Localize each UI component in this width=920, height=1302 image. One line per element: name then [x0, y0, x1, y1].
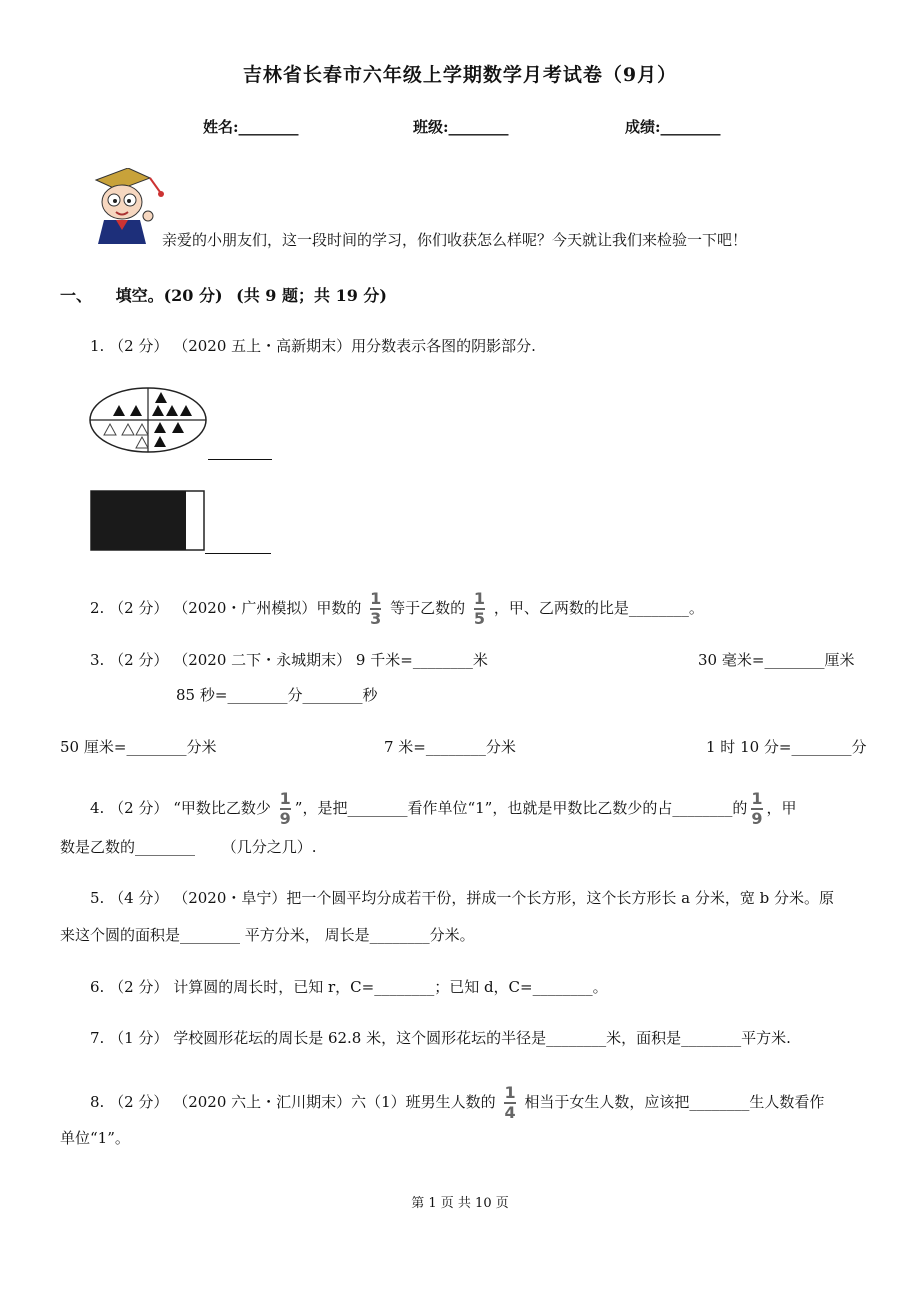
answer-blank[interactable]: ________: [425, 738, 486, 756]
question-text: （2020 五上・高新期末）用分数表示各图的阴影部分.: [173, 337, 536, 355]
question-3-f: [706, 736, 867, 757]
text-segment: 生人数看作: [749, 1093, 825, 1111]
question-3-b: [698, 649, 854, 670]
fraction-1-9: [751, 791, 762, 827]
question-number: 3.: [90, 651, 105, 669]
answer-blank[interactable]: ________: [791, 738, 852, 756]
question-3-c: [176, 684, 377, 705]
class-field: [413, 116, 509, 137]
fraction-1-4: [504, 1085, 515, 1121]
text-segment: （几分之几）.: [221, 838, 317, 856]
numerator: 1: [473, 589, 486, 608]
text-segment: 分米: [485, 738, 516, 756]
answer-blank[interactable]: ________: [302, 686, 363, 704]
question-number: 5.: [90, 889, 105, 907]
answer-blank[interactable]: ________: [412, 651, 473, 669]
question-number: 8.: [90, 1093, 105, 1111]
text-segment: ，甲: [766, 799, 797, 817]
denominator: 9: [751, 809, 763, 828]
text-segment: 30 毫米=: [698, 651, 765, 669]
question-3: [90, 649, 488, 670]
denominator: 4: [504, 1103, 516, 1122]
text-segment: 秒: [362, 686, 378, 704]
text-segment: 9 千米=: [355, 651, 413, 669]
text-segment: 分: [287, 686, 303, 704]
answer-blank[interactable]: ________: [347, 799, 408, 817]
text-segment: 1 时 10 分=: [706, 738, 792, 756]
text-segment: 分米: [186, 738, 217, 756]
text-segment: 学校圆形花坛的周长是 62.8 米，这个圆形花坛的半径是: [173, 1029, 547, 1047]
triangles-oval-figure: [88, 385, 212, 455]
question-score: （2 分）: [109, 1093, 169, 1111]
numerator: 1: [370, 589, 382, 608]
answer-blank[interactable]: ________: [764, 651, 825, 669]
question-number: 6.: [90, 978, 105, 996]
text-segment: 分: [851, 738, 867, 756]
question-score: （1 分）: [109, 1029, 169, 1047]
text-segment: 7 米=: [384, 738, 426, 756]
text-segment: 相当于女生人数，应该把: [524, 1093, 690, 1111]
text-segment: 分米。: [429, 926, 475, 944]
question-3-d: [60, 736, 216, 757]
question-number: 4.: [90, 799, 105, 817]
fraction-1-5: [474, 591, 485, 627]
question-5: [90, 887, 834, 908]
text-segment: 数是乙数的: [60, 838, 136, 856]
text-segment: “甲数比乙数少: [173, 799, 271, 817]
denominator: 9: [279, 809, 291, 828]
answer-blank[interactable]: ________: [628, 599, 689, 617]
answer-blank[interactable]: ________: [672, 799, 733, 817]
text-segment: 计算圆的周长时，已知 r，C=: [173, 978, 375, 996]
shaded-rectangle-figure: [90, 490, 206, 552]
name-field: [203, 116, 299, 137]
text-segment: 来这个圆的面积是: [60, 926, 181, 944]
question-score: （2 分）: [109, 651, 169, 669]
question-7: [90, 1027, 791, 1048]
answer-blank[interactable]: ________: [135, 838, 196, 856]
answer-blank[interactable]: ________: [227, 686, 288, 704]
question-score: （2 分）: [109, 337, 169, 355]
text-segment: ”，是把: [294, 799, 348, 817]
section-title: 填空。(20 分): [115, 286, 223, 305]
question-source: （2020・广州模拟）: [173, 599, 317, 617]
class-label: 班级:: [413, 118, 449, 136]
section-heading: [60, 283, 387, 306]
question-4: [90, 788, 797, 828]
question-8-line2: [60, 1127, 130, 1148]
score-label: 成绩:: [625, 118, 661, 136]
mascot-doctor-icon: [88, 168, 168, 246]
intro-text: 亲爱的小朋友们，这一段时间的学习，你们收获怎么样呢？今天就让我们来检验一下吧！: [162, 231, 748, 249]
text-segment: 85 秒=: [176, 686, 228, 704]
answer-blank[interactable]: ________: [681, 1029, 742, 1047]
answer-blank[interactable]: ________: [369, 926, 430, 944]
answer-blank[interactable]: ________: [546, 1029, 607, 1047]
answer-blank-1b[interactable]: [205, 539, 271, 554]
score-field: [625, 116, 721, 137]
question-score: （2 分）: [109, 599, 169, 617]
section-meta: (共 9 题；共 19 分): [236, 286, 387, 305]
question-number: 7.: [90, 1029, 105, 1047]
question-3-e: [384, 736, 516, 757]
numerator: 1: [751, 789, 763, 808]
text-segment: 平方分米， 周长是: [244, 926, 370, 944]
question-number: 2.: [90, 599, 105, 617]
fraction-1-3: [370, 591, 381, 627]
text-segment: ；已知 d，C=: [434, 978, 533, 996]
answer-blank[interactable]: ________: [689, 1093, 750, 1111]
question-1: [90, 335, 536, 356]
text-segment: 的: [732, 799, 748, 817]
text-segment: 。: [688, 599, 704, 617]
answer-blank[interactable]: ________: [126, 738, 187, 756]
section-number: 一、: [60, 286, 93, 305]
score-blank[interactable]: ________: [660, 118, 721, 136]
text-segment: 厘米: [824, 651, 855, 669]
text-segment: 米: [472, 651, 488, 669]
name-blank[interactable]: ________: [238, 118, 299, 136]
answer-blank[interactable]: ________: [180, 926, 241, 944]
text-segment: 平方米.: [741, 1029, 791, 1047]
numerator: 1: [279, 789, 291, 808]
page-footer: 第 1 页 共 10 页: [411, 1196, 509, 1211]
question-score: （2 分）: [109, 978, 169, 996]
denominator: 5: [473, 609, 486, 628]
question-4-line2: [60, 836, 317, 857]
name-label: 姓名:: [203, 118, 239, 136]
text-segment: 50 厘米=: [60, 738, 127, 756]
question-text: （2020・阜宁）把一个圆平均分成若干份，拼成一个长方形，这个长方形长 a 分米，宽 b 分米。原: [173, 889, 834, 907]
question-6: [90, 976, 608, 997]
text-segment: 甲数的: [316, 599, 362, 617]
question-score: （2 分）: [109, 799, 169, 817]
text-segment: 。: [592, 978, 608, 996]
answer-blank[interactable]: ________: [374, 978, 435, 996]
text-segment: 等于乙数的: [390, 599, 466, 617]
question-8: [90, 1082, 824, 1122]
text-segment: 六（1）班男生人数的: [351, 1093, 496, 1111]
question-source: （2020 六上・汇川期末）: [173, 1093, 352, 1111]
text-segment: 单位“1”。: [60, 1129, 130, 1147]
denominator: 3: [370, 609, 382, 628]
question-number: 1.: [90, 337, 105, 355]
answer-blank-1a[interactable]: [208, 445, 272, 460]
question-source: （2020 二下・永城期末）: [173, 651, 352, 669]
question-2: [90, 588, 704, 628]
answer-blank[interactable]: ________: [532, 978, 593, 996]
fraction-1-9: [280, 791, 291, 827]
text-segment: 看作单位“1”，也就是甲数比乙数少的占: [407, 799, 673, 817]
class-blank[interactable]: ________: [448, 118, 509, 136]
text-segment: ，甲、乙两数的比是: [493, 599, 629, 617]
question-score: （4 分）: [109, 889, 169, 907]
numerator: 1: [504, 1083, 516, 1102]
question-5-line2: [60, 924, 475, 945]
page-title: 吉林省长春市六年级上学期数学月考试卷（9月）: [242, 64, 678, 86]
text-segment: 米，面积是: [606, 1029, 682, 1047]
